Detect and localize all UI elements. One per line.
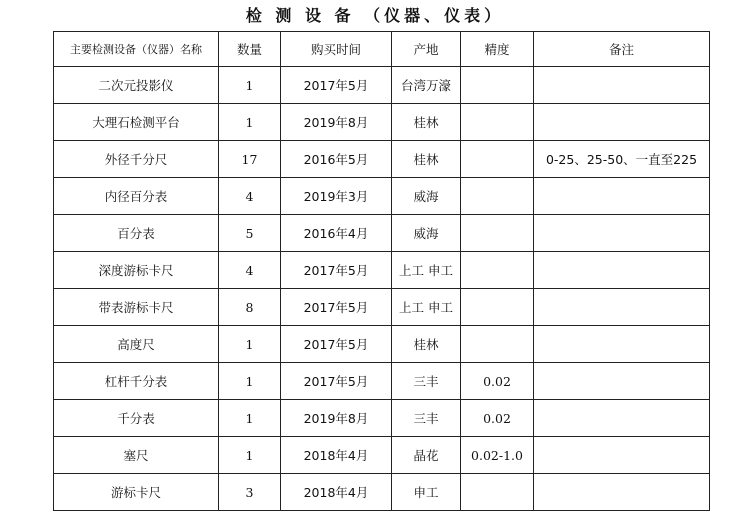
header-origin: 产地 [392, 32, 461, 67]
origin-cell: 桂林 [392, 326, 461, 363]
equipment-name-cell: 大理石检测平台 [54, 104, 219, 141]
equipment-name-cell: 带表游标卡尺 [54, 289, 219, 326]
equipment-name-cell: 内径百分表 [54, 178, 219, 215]
quantity-cell: 1 [219, 67, 281, 104]
quantity-cell: 1 [219, 400, 281, 437]
origin-cell: 威海 [392, 215, 461, 252]
precision-cell [461, 178, 534, 215]
precision-cell [461, 289, 534, 326]
header-remarks: 备注 [534, 32, 710, 67]
equipment-table [53, 31, 710, 511]
precision-cell [461, 104, 534, 141]
quantity-cell: 17 [219, 141, 281, 178]
table-header-row [54, 32, 710, 67]
origin-cell: 桂林 [392, 104, 461, 141]
table-row [54, 363, 710, 400]
remarks-cell [534, 215, 710, 252]
header-equipment-name: 主要检测设备（仪器）名称 [54, 32, 219, 67]
table-row [54, 289, 710, 326]
table-row [54, 252, 710, 289]
precision-cell [461, 326, 534, 363]
purchase-date-cell: 2017年5月 [281, 363, 392, 400]
origin-cell: 晶花 [392, 437, 461, 474]
quantity-cell: 1 [219, 326, 281, 363]
equipment-name-cell: 深度游标卡尺 [54, 252, 219, 289]
purchase-date-cell: 2019年3月 [281, 178, 392, 215]
remarks-cell [534, 289, 710, 326]
equipment-name-cell: 二次元投影仪 [54, 67, 219, 104]
remarks-cell [534, 363, 710, 400]
precision-cell [461, 141, 534, 178]
remarks-cell [534, 104, 710, 141]
equipment-name-cell: 千分表 [54, 400, 219, 437]
origin-cell: 三丰 [392, 363, 461, 400]
purchase-date-cell: 2016年5月 [281, 141, 392, 178]
table-row [54, 326, 710, 363]
purchase-date-cell: 2017年5月 [281, 252, 392, 289]
origin-cell: 威海 [392, 178, 461, 215]
precision-cell [461, 67, 534, 104]
quantity-cell: 4 [219, 178, 281, 215]
quantity-cell: 1 [219, 363, 281, 400]
table-row [54, 474, 710, 511]
origin-cell: 台湾万濠 [392, 67, 461, 104]
equipment-name-cell: 游标卡尺 [54, 474, 219, 511]
purchase-date-cell: 2017年5月 [281, 326, 392, 363]
table-row [54, 400, 710, 437]
purchase-date-cell: 2016年4月 [281, 215, 392, 252]
header-quantity: 数量 [219, 32, 281, 67]
quantity-cell: 3 [219, 474, 281, 511]
quantity-cell: 5 [219, 215, 281, 252]
remarks-cell [534, 474, 710, 511]
equipment-name-cell: 高度尺 [54, 326, 219, 363]
origin-cell: 申工 [392, 474, 461, 511]
origin-cell: 桂林 [392, 141, 461, 178]
table-row [54, 104, 710, 141]
header-purchase-date: 购买时间 [281, 32, 392, 67]
origin-cell: 上工 申工 [392, 289, 461, 326]
quantity-cell: 8 [219, 289, 281, 326]
equipment-name-cell: 塞尺 [54, 437, 219, 474]
table-row [54, 215, 710, 252]
remarks-cell [534, 252, 710, 289]
purchase-date-cell: 2017年5月 [281, 289, 392, 326]
purchase-date-cell: 2018年4月 [281, 437, 392, 474]
equipment-name-cell: 杠杆千分表 [54, 363, 219, 400]
quantity-cell: 1 [219, 104, 281, 141]
purchase-date-cell: 2019年8月 [281, 400, 392, 437]
precision-cell [461, 215, 534, 252]
remarks-cell [534, 67, 710, 104]
precision-cell: 0.02-1.0 [461, 437, 534, 474]
purchase-date-cell: 2019年8月 [281, 104, 392, 141]
precision-cell: 0.02 [461, 400, 534, 437]
table-row [54, 437, 710, 474]
remarks-cell [534, 437, 710, 474]
remarks-cell: 0-25、25-50、一直至225 [534, 141, 710, 178]
origin-cell: 三丰 [392, 400, 461, 437]
equipment-name-cell: 外径千分尺 [54, 141, 219, 178]
equipment-name-cell: 百分表 [54, 215, 219, 252]
document-title: 检 测 设 备 （仪器、仪表） [245, 6, 505, 25]
purchase-date-cell: 2017年5月 [281, 67, 392, 104]
table-row [54, 141, 710, 178]
quantity-cell: 1 [219, 437, 281, 474]
table-row [54, 178, 710, 215]
header-precision: 精度 [461, 32, 534, 67]
precision-cell [461, 252, 534, 289]
remarks-cell [534, 400, 710, 437]
purchase-date-cell: 2018年4月 [281, 474, 392, 511]
remarks-cell [534, 326, 710, 363]
table-row [54, 67, 710, 104]
precision-cell: 0.02 [461, 363, 534, 400]
remarks-cell [534, 178, 710, 215]
origin-cell: 上工 申工 [392, 252, 461, 289]
quantity-cell: 4 [219, 252, 281, 289]
precision-cell [461, 474, 534, 511]
